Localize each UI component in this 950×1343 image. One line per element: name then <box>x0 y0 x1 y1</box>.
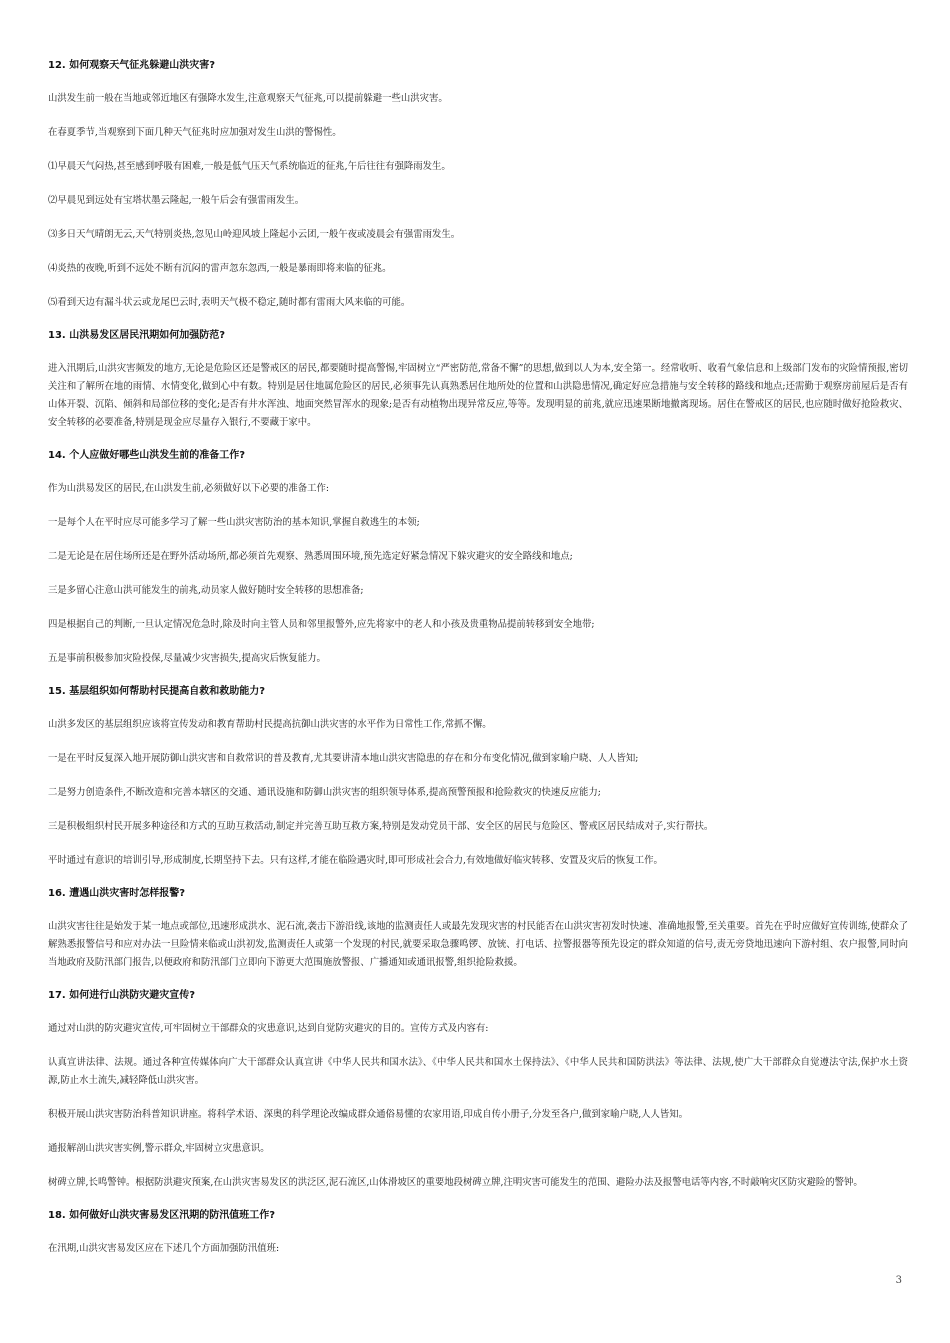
paragraph: 在汛期,山洪灾害易发区应在下述几个方面加强防汛值班: <box>48 1243 280 1254</box>
document-page <box>48 58 908 1274</box>
section <box>48 988 908 1192</box>
paragraph: 作为山洪易发区的居民,在山洪发生前,必须做好以下必要的准备工作: <box>48 483 329 494</box>
paragraph: 一是每个人在平时应尽可能多学习了解一些山洪灾害防治的基本知识,掌握自救逃生的本领; <box>48 517 420 528</box>
paragraph: 通过对山洪的防灾避灾宣传,可牢固树立干部群众的灾患意识,达到自觉防灾避灾的目的。宣传方式及内容有: <box>48 1023 489 1034</box>
paragraph: 山洪发生前一般在当地或邻近地区有强降水发生,注意观察天气征兆,可以提前躲避一些山洪灾害。 <box>48 93 448 104</box>
paragraph: 三是多留心注意山洪可能发生的前兆,动员家人做好随时安全转移的思想准备; <box>48 585 364 596</box>
paragraph: ⑷炎热的夜晚,听到不远处不断有沉闷的雷声忽东忽西,一般是暴雨即将来临的征兆。 <box>48 263 392 274</box>
paragraph: 通报解剖山洪灾害实例,警示群众,牢固树立灾患意识。 <box>48 1143 270 1154</box>
paragraph: 五是事前积极参加灾险投保,尽量减少灾害损失,提高灾后恢复能力。 <box>48 653 326 664</box>
paragraph: 树碑立牌,长鸣警钟。根据防洪避灾预案,在山洪灾害易发区的洪泛区,泥石流区,山体滑坡区的重要地段树碑立牌,注明灾害可能发生的范围、避险办法及报警电话等内容,不时敲响灾区防灾避险的警钟。 <box>48 1177 863 1188</box>
section <box>48 58 908 312</box>
paragraph: 在春夏季节,当观察到下面几种天气征兆时应加强对发生山洪的警惕性。 <box>48 127 342 138</box>
paragraph: 山洪灾害往往是始发于某一地点或部位,迅速形成洪水、泥石流,袭击下游沿线,该地的监测责任人或最先发现灾害的村民能否在山洪灾害初发时快速、准确地报警,至关重要。首先在乎时应做好宣传训练,使群众了解熟悉报警信号和应对办法一旦险情来临或山洪初发,监测责任人或第一个发现的村民,就要采取急骤鸣锣、放铳、打电话、拉警报器等预先设定的群众知道的信号,责无旁贷地迅速向下游村组、农户报警,同时向当地政府及防汛部门报告,以便政府和防汛部门立即向下游更大范围施放警报、广播通知或通讯报警,组织抢险救援。 <box>48 921 908 968</box>
section-heading: 17. 如何进行山洪防灾避灾宣传? <box>48 990 195 1001</box>
paragraph: 平时通过有意识的培训引导,形成制度,长期坚持下去。只有这样,才能在临险遇灾时,即可形成社会合力,有效地做好临灾转移、安置及灾后的恢复工作。 <box>48 855 663 866</box>
paragraph: ⑴早晨天气闷热,甚至感到呼吸有困难,一般是低气压天气系统临近的征兆,午后往往有强降雨发生。 <box>48 161 451 172</box>
section <box>48 448 908 668</box>
section-heading: 18. 如何做好山洪灾害易发区汛期的防汛值班工作? <box>48 1210 275 1221</box>
section <box>48 328 908 432</box>
paragraph: 山洪多发区的基层组织应该将宣传发动和教育帮助村民提高抗御山洪灾害的水平作为日常性工作,常抓不懈。 <box>48 719 492 730</box>
paragraph: 二是努力创造条件,不断改造和完善本辖区的交通、通讯设施和防御山洪灾害的组织领导体系,提高预警预报和抢险救灾的快速反应能力; <box>48 787 601 798</box>
paragraph: 四是根据自己的判断,一旦认定情况危急时,除及时向主管人员和邻里报警外,应先将家中的老人和小孩及贵重物品提前转移到安全地带; <box>48 619 595 630</box>
section-heading: 14. 个人应做好哪些山洪发生前的准备工作? <box>48 450 245 461</box>
section-heading: 15. 基层组织如何帮助村民提高自救和救助能力? <box>48 686 265 697</box>
page-number: 3 <box>895 1275 902 1286</box>
paragraph: ⑶多日天气晴朗无云,天气特别炎热,忽见山岭迎风坡上隆起小云团,一般午夜或凌晨会有强雷雨发生。 <box>48 229 461 240</box>
paragraph: ⑵早晨见到远处有宝塔状墨云隆起,一般午后会有强雷雨发生。 <box>48 195 305 206</box>
paragraph: 认真宣讲法律、法规。通过各种宣传媒体向广大干部群众认真宣讲《中华人民共和国水法》、《中华人民共和国水土保持法》、《中华人民共和国防洪法》等法律、法规,使广大干部群众自觉遵法守法,保护水土资源,防止水土流失,减轻降低山洪灾害。 <box>48 1057 908 1086</box>
paragraph: 积极开展山洪灾害防治科普知识讲座。将科学术语、深奥的科学理论改编成群众通俗易懂的农家用语,印成自传小册子,分发至各户,做到家喻户晓,人人皆知。 <box>48 1109 689 1120</box>
paragraph: 三是积极组织村民开展多种途径和方式的互助互救活动,制定并完善互助互救方案,特别是发动党员干部、安全区的居民与危险区、警戒区居民结成对子,实行帮扶。 <box>48 821 714 832</box>
paragraph: ⑸看到天边有漏斗状云或龙尾巴云时,表明天气极不稳定,随时都有雷雨大风来临的可能。 <box>48 297 411 308</box>
section-heading: 13. 山洪易发区居民汛期如何加强防范? <box>48 330 225 341</box>
paragraph: 进入汛期后,山洪灾害频发的地方,无论是危险区还是警戒区的居民,都要随时提高警惕,牢固树立“严密防范,常备不懈”的思想,做到以人为本,安全第一。经常收听、收看气象信息和上级部门发布的灾险情预报,密切关注和了解所在地的雨情、水情变化,做到心中有数。特别是居住地属危险区的居民,必须事先认真熟悉居住地所处的位置和山洪隐患情况,确定好应急措施与安全转移的路线和地点;还需勤于观察房前屋后是否有山体开裂、沉陷、倾斜和局部位移的变化;是否有井水浑浊、地面突然冒浑水的现象;是否有动植物出现异常反应,等等。发现明显的前兆,就应迅速果断地撤离现场。居住在警戒区的居民,也应随时做好抢险救灾、安全转移的必要准备,特别是现金应尽量存入银行,不要藏于家中。 <box>48 363 908 428</box>
section <box>48 886 908 972</box>
paragraph: 二是无论是在居住场所还是在野外活动场所,都必须首先观察、熟悉周围环境,预先选定好紧急情况下躲灾避灾的安全路线和地点; <box>48 551 573 562</box>
paragraph: 一是在平时反复深入地开展防御山洪灾害和自救常识的普及教育,尤其要讲清本地山洪灾害隐患的存在和分布变化情况,做到家喻户晓、人人皆知; <box>48 753 639 764</box>
section-heading: 16. 遭遇山洪灾害时怎样报警? <box>48 888 185 899</box>
section <box>48 684 908 870</box>
section-heading: 12. 如何观察天气征兆躲避山洪灾害? <box>48 60 215 71</box>
section <box>48 1208 908 1258</box>
